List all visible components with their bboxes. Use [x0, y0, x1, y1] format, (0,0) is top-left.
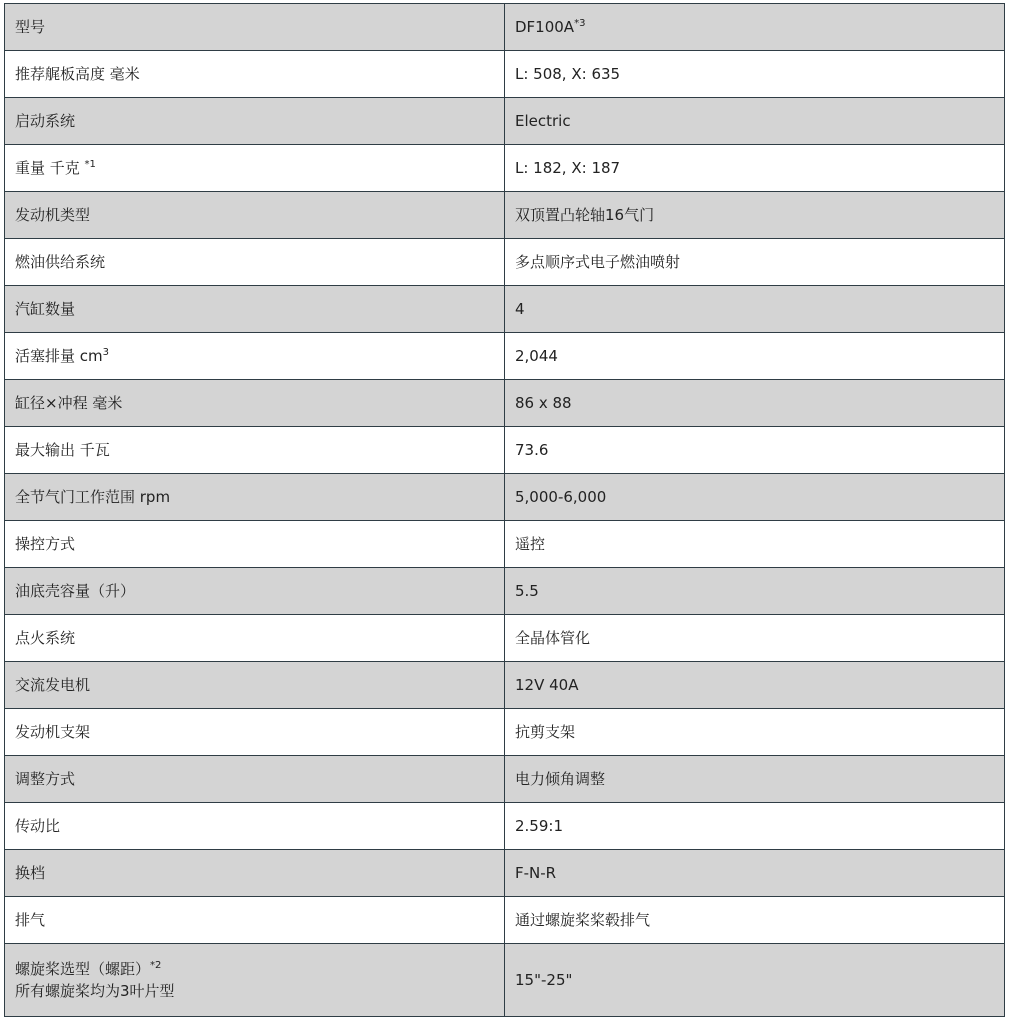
- footnote-mark: *2: [150, 960, 162, 971]
- value-text: 通过螺旋桨桨毂排气: [515, 911, 651, 929]
- value-text: 5,000-6,000: [515, 488, 607, 506]
- value-cell: [505, 756, 1005, 803]
- label-text: 发动机支架: [15, 723, 91, 741]
- label-text: 调整方式: [15, 770, 76, 788]
- table-row: [5, 474, 1005, 521]
- value-cell: [505, 850, 1005, 897]
- footnote-mark: 3: [102, 347, 110, 358]
- value-cell: [505, 521, 1005, 568]
- value-cell: [505, 98, 1005, 145]
- label-cell: [5, 756, 505, 803]
- table-row: [5, 286, 1005, 333]
- value-cell: [505, 145, 1005, 192]
- label-cell: [5, 333, 505, 380]
- table-row: [5, 333, 1005, 380]
- value-text: 86 x 88: [515, 394, 572, 412]
- value-text: 2.59:1: [515, 817, 563, 835]
- label-cell: [5, 944, 505, 1017]
- value-cell: [505, 568, 1005, 615]
- label-cell: [5, 51, 505, 98]
- label-text: 燃油供给系统: [15, 253, 106, 271]
- spec-table-body: [5, 4, 1005, 1017]
- footnote-mark: *3: [574, 18, 586, 29]
- value-text: 多点顺序式电子燃油喷射: [515, 253, 681, 271]
- label-text: 启动系统: [15, 112, 76, 130]
- table-row: [5, 145, 1005, 192]
- table-row: [5, 897, 1005, 944]
- label-text: 最大输出 千瓦: [15, 441, 110, 459]
- table-row: [5, 239, 1005, 286]
- value-cell: [505, 662, 1005, 709]
- value-text: 全晶体管化: [515, 629, 591, 647]
- table-row-propeller: [5, 944, 1005, 1017]
- value-text: 15"-25": [515, 971, 573, 989]
- table-row: [5, 521, 1005, 568]
- label-text: 交流发电机: [15, 676, 91, 694]
- label-text: 油底壳容量（升）: [15, 582, 136, 600]
- label-cell: [5, 286, 505, 333]
- value-cell: [505, 615, 1005, 662]
- label-text: 换档: [15, 864, 46, 882]
- value-text: 电力倾角调整: [515, 770, 606, 788]
- value-text: 73.6: [515, 441, 549, 459]
- label-text: 型号: [15, 18, 46, 36]
- value-cell: [505, 4, 1005, 51]
- value-cell: [505, 709, 1005, 756]
- label-text: 排气: [15, 911, 46, 929]
- value-cell: [505, 897, 1005, 944]
- table-row: [5, 568, 1005, 615]
- label-text: 传动比: [15, 817, 61, 835]
- label-text: 活塞排量 cm: [15, 347, 103, 365]
- label-cell: [5, 662, 505, 709]
- value-text: F-N-R: [515, 864, 557, 882]
- label-cell: [5, 4, 505, 51]
- table-row: [5, 615, 1005, 662]
- table-row: [5, 98, 1005, 145]
- footnote-mark: *1: [84, 159, 96, 170]
- label-cell: [5, 568, 505, 615]
- label-cell: [5, 192, 505, 239]
- value-cell: [505, 380, 1005, 427]
- value-text: 5.5: [515, 582, 539, 600]
- value-cell: [505, 944, 1005, 1017]
- label-text: 发动机类型: [15, 206, 91, 224]
- table-row: [5, 427, 1005, 474]
- label-cell: [5, 897, 505, 944]
- label-text: 推荐艉板高度 毫米: [15, 65, 140, 83]
- table-row: [5, 803, 1005, 850]
- value-cell: [505, 427, 1005, 474]
- label-text: 重量 千克: [15, 159, 85, 177]
- table-row: [5, 192, 1005, 239]
- table-row: [5, 4, 1005, 51]
- label-text: 螺旋桨选型（螺距）: [15, 960, 151, 978]
- value-text: L: 182, X: 187: [515, 159, 621, 177]
- label-text: 操控方式: [15, 535, 76, 553]
- label-cell: [5, 803, 505, 850]
- spec-table: [4, 3, 1005, 1017]
- value-text: 2,044: [515, 347, 558, 365]
- label-cell: [5, 380, 505, 427]
- value-cell: [505, 803, 1005, 850]
- label-text: 点火系统: [15, 629, 76, 647]
- value-text: 4: [515, 300, 525, 318]
- value-text: 遥控: [515, 535, 546, 553]
- value-cell: [505, 474, 1005, 521]
- value-text: 抗剪支架: [515, 723, 576, 741]
- label-cell: [5, 98, 505, 145]
- label-cell: [5, 239, 505, 286]
- label-cell: [5, 145, 505, 192]
- label-line-1: [15, 958, 494, 980]
- value-text: 12V 40A: [515, 676, 579, 694]
- table-row: [5, 709, 1005, 756]
- label-text: 汽缸数量: [15, 300, 76, 318]
- value-text: L: 508, X: 635: [515, 65, 621, 83]
- label-line-2: 所有螺旋桨均为3叶片型: [15, 982, 175, 1000]
- label-cell: [5, 709, 505, 756]
- table-row: [5, 756, 1005, 803]
- label-cell: [5, 521, 505, 568]
- label-cell: [5, 850, 505, 897]
- value-cell: [505, 286, 1005, 333]
- table-row: [5, 850, 1005, 897]
- table-row: [5, 380, 1005, 427]
- value-text: DF100A: [515, 18, 575, 36]
- value-text: Electric: [515, 112, 571, 130]
- value-cell: [505, 239, 1005, 286]
- label-cell: [5, 615, 505, 662]
- label-text: 全节气门工作范围 rpm: [15, 488, 171, 506]
- table-row: [5, 51, 1005, 98]
- value-cell: [505, 333, 1005, 380]
- label-cell: [5, 427, 505, 474]
- label-text: 缸径×冲程 毫米: [15, 394, 123, 412]
- label-cell: [5, 474, 505, 521]
- value-text: 双顶置凸轮轴16气门: [515, 206, 655, 224]
- table-row: [5, 662, 1005, 709]
- value-cell: [505, 192, 1005, 239]
- value-cell: [505, 51, 1005, 98]
